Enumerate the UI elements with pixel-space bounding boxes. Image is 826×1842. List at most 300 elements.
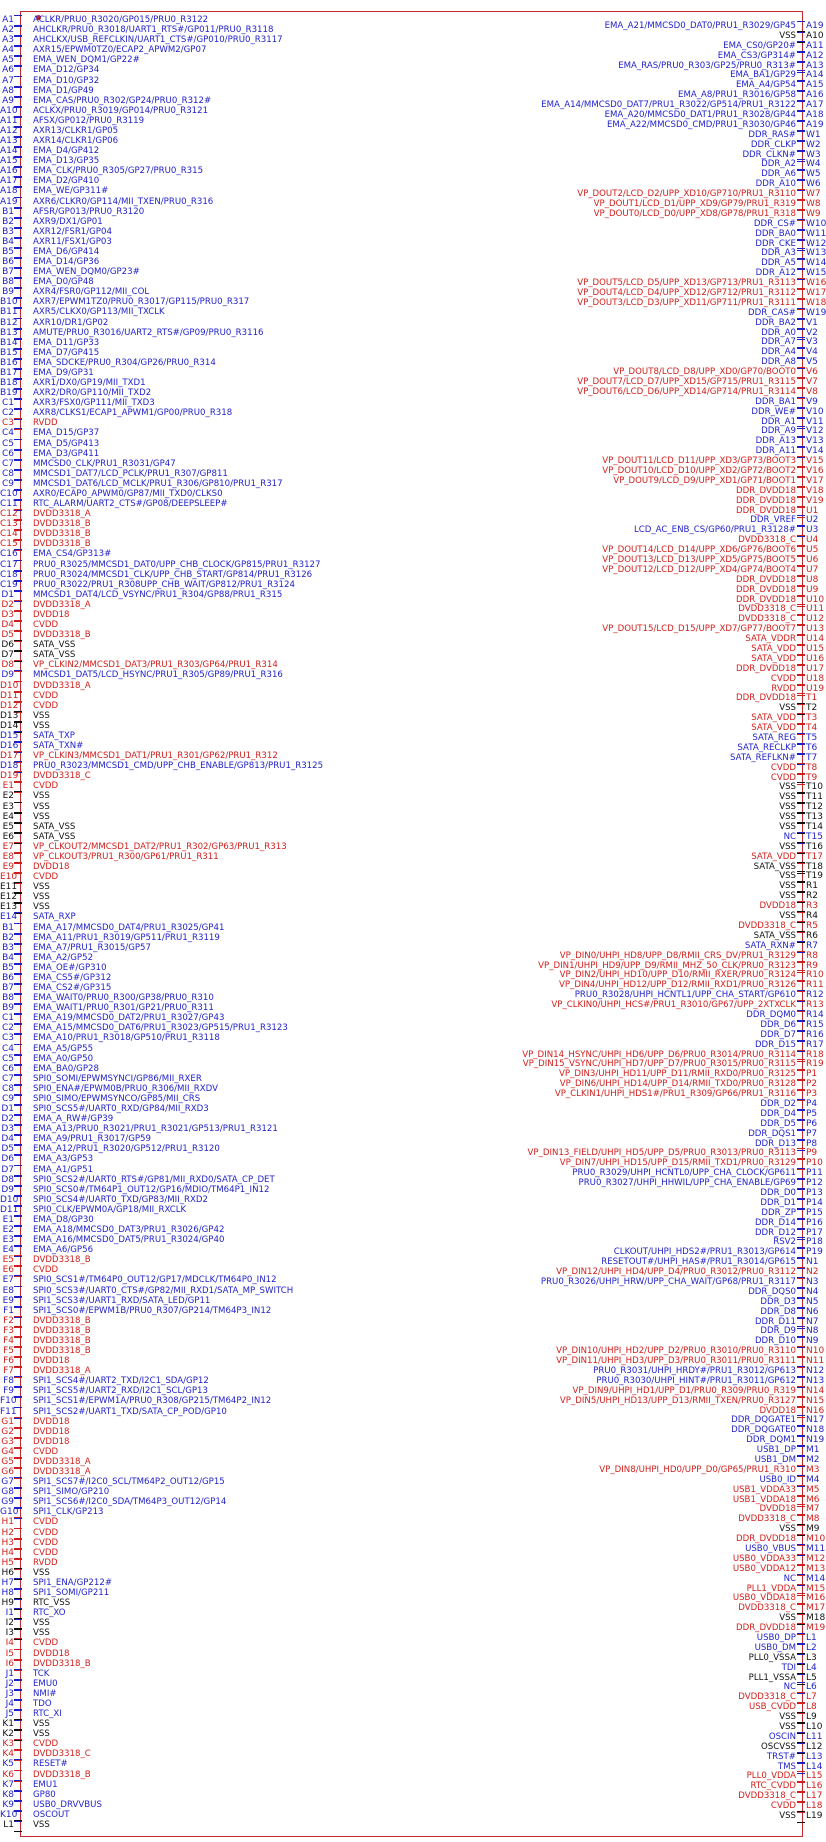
pin-signal-name: SPI1_SCS3#/UART1_RXD/SATA_LED/GP11 (33, 1295, 211, 1306)
pin-number: E2 (2, 1225, 14, 1236)
pin-signal-name: SATA_TXP (33, 730, 75, 741)
pin-signal-name: VSS (33, 811, 50, 822)
pin-signal-name: DVDD3318_A (33, 599, 91, 610)
pin-number: G8 (1, 1487, 14, 1498)
right-pin (0, 802, 823, 813)
pin-number: L14 (806, 1761, 823, 1772)
right-pin (0, 466, 824, 477)
pin-number: E5 (2, 821, 14, 832)
pin-signal-name: EMA_D6/GP414 (33, 246, 100, 257)
pin-number: D12 (0, 700, 19, 711)
pin-signal-name: EMA_D15/GP37 (33, 428, 100, 439)
right-pin (0, 1494, 820, 1508)
pin-signal-name: SPI1_CLK/GP213 (33, 1507, 104, 1518)
pin-number: I5 (5, 1648, 14, 1659)
pin-number: P17 (806, 1227, 823, 1238)
pin-number: C16 (0, 549, 18, 560)
pin-signal-name: EMA_D1/GP49 (33, 85, 94, 96)
right-pin (0, 1692, 820, 1702)
pin-number: K5 (2, 1759, 14, 1770)
pin-signal-name: EMA_A10/PRU1_R3018/GP510/PRU1_R3118 (33, 1033, 220, 1044)
pin-signal-name: CVDD (33, 1537, 59, 1548)
pin-number: C14 (0, 529, 18, 540)
right-pin (0, 1019, 824, 1030)
pin-signal-name: USB0_VDDA33 (732, 1553, 796, 1564)
pin-signal-name: VP_DIN1/UHPI_HD9/UPP_D9/RMII_MHZ_50_CLK/PRU0_R3123 (538, 960, 796, 971)
pin-number: V3 (806, 337, 818, 348)
pin-signal-name: DDR_DQGATE0 (731, 1425, 796, 1436)
pin-number: R19 (806, 1059, 824, 1070)
pin-number: W5 (806, 169, 821, 180)
pin-signal-name: VP_DIN11/UHPI_HD3/UPP_D3/PRU0_R3011/PRU0_R3111 (556, 1356, 796, 1367)
pin-number: F2 (3, 1315, 14, 1326)
pin-number: A18 (806, 110, 824, 120)
pin-number: H1 (1, 1517, 14, 1528)
pin-signal-name: TMS (777, 1761, 796, 1772)
pin-number: C4 (1, 1043, 14, 1054)
pin-signal-name: AXR2/DR0/GP110/MII_TXD2 (33, 388, 152, 399)
pin-number: C7 (1, 458, 14, 469)
pin-signal-name: DVDD3318_C (33, 771, 91, 782)
pin-number: D16 (0, 741, 19, 752)
pin-number: T7 (806, 752, 818, 763)
pin-signal-name: DDR_DVDD18 (735, 574, 796, 585)
pin-number: W11 (806, 228, 826, 239)
pin-signal-name: EMU1 (33, 1779, 58, 1790)
pin-number: E6 (2, 1265, 14, 1276)
pin-signal-name: SATA_VSS (753, 861, 796, 872)
pin-signal-name: EMA_A6/GP56 (33, 1245, 94, 1256)
pin-signal-name: USB0_ID (759, 1474, 796, 1485)
pin-number: W6 (806, 179, 821, 190)
pin-number: D9 (1, 1184, 14, 1195)
pin-number: G7 (1, 1477, 14, 1488)
pin-signal-name: DDR_DQM0 (746, 1009, 796, 1020)
right-pin (0, 1000, 824, 1011)
right-pin (0, 1158, 823, 1169)
pin-signal-name: SPI1_SOMI/GP211 (33, 1588, 110, 1599)
pin-signal-name: VP_DIN3/UHPI_HD11/UPP_D11/RMII_RXD0/PRU0_R3125 (558, 1069, 796, 1080)
pin-signal-name: DVDD18 (33, 1426, 70, 1437)
pin-number: A18 (0, 186, 18, 197)
pin-number: W13 (806, 248, 826, 259)
pin-number: E4 (2, 811, 14, 822)
pin-number: H7 (1, 1577, 14, 1588)
pin-number: K9 (2, 1799, 14, 1810)
pin-signal-name: SATA_REG (752, 733, 796, 744)
pin-signal-name: AHCLKR/PRU0_R3018/UART1_RTS#/GP011/PRU0_R3118 (33, 25, 274, 36)
pin-number: W19 (806, 307, 826, 318)
pin-signal-name: DVDD18 (33, 1436, 70, 1447)
pin-number: L1 (806, 1632, 817, 1643)
pin-signal-name: SATA_VSS (33, 650, 76, 661)
pin-signal-name: SPI1_SCS1#/EPWM1A/PRU0_R308/GP215/TM64P2_IN12 (33, 1396, 272, 1407)
pin-number: L18 (806, 1801, 823, 1812)
pin-stub (14, 1820, 22, 1832)
pin-signal-name: DDR_BA2 (755, 317, 796, 328)
pin-signal-name: VP_DIN12/UHPI_HD4/UPP_D4/PRU0_R3012/PRU0_R3112 (556, 1267, 796, 1278)
pin-number: E8 (2, 851, 14, 862)
pin-number: M18 (806, 1613, 826, 1624)
pin-number: T2 (806, 703, 818, 714)
pin-signal-name: DVDD18 (33, 1416, 70, 1427)
pin-number: B3 (2, 226, 14, 237)
pin-number: P18 (806, 1237, 823, 1248)
pin-number: U2 (806, 515, 819, 526)
pin-signal-name: SATA_VDD (751, 851, 796, 862)
pin-signal-name: GP80 (33, 1789, 56, 1800)
pin-number: U13 (806, 624, 825, 635)
right-pin (0, 1227, 823, 1238)
pin-number: M7 (806, 1504, 820, 1515)
pin-signal-name: SPI1_SCS5#/UART2_RXD/I2C1_SCL/GP13 (33, 1386, 208, 1397)
pin-number: K6 (2, 1769, 14, 1780)
right-pin (0, 1524, 820, 1534)
pin-number: K4 (2, 1749, 14, 1760)
pin-number: P10 (806, 1158, 823, 1169)
pin-number: E10 (0, 872, 18, 883)
right-pin (0, 416, 824, 427)
pin-signal-name: DVDD3318_A (33, 1467, 91, 1478)
right-pin (0, 278, 826, 289)
pin-number: C2 (1, 408, 14, 419)
right-pin (0, 1059, 824, 1070)
pin-number: P13 (806, 1187, 823, 1198)
pin-number: G2 (1, 1426, 14, 1437)
pin-number: R17 (806, 1039, 824, 1050)
pin-signal-name: SATA_RXN# (744, 940, 796, 951)
pin-number: U10 (806, 594, 825, 605)
right-pin (0, 179, 820, 189)
pin-signal-name: LCD_AC_ENB_CS/GP60/PRU1_R3128# (633, 525, 796, 536)
pin-number: N2 (806, 1267, 819, 1278)
right-pin (0, 951, 820, 961)
pin-number: M6 (806, 1494, 820, 1505)
pin-number: C1 (1, 398, 14, 409)
pin-signal-name: AMUTE/PRU0_R3016/UART2_RTS#/GP09/PRU0_R3116 (33, 327, 264, 338)
right-pin (0, 545, 820, 555)
pin-signal-name: RESETOUT#/UHPI_HAS#/PRU1_R3014/GP615 (601, 1257, 796, 1268)
pin-number: M8 (806, 1514, 820, 1525)
pin-number: D15 (0, 730, 19, 741)
pin-signal-name: SATA_VDDR (745, 634, 796, 645)
pin-signal-name: PRU0_R3028/UHPI_HCNTL1/UPP_CHA_START/GP610 (574, 990, 796, 1001)
pin-signal-name: PRU0_R3023/MMCSD1_CMD/UPP_CHB_ENABLE/GP813/PRU1_R3125 (33, 761, 324, 772)
pin-number: A2 (2, 25, 14, 36)
pin-signal-name: VSS (779, 871, 796, 882)
pin-signal-name: DDR_BA0 (755, 228, 796, 239)
pin-number: N1 (806, 1257, 819, 1268)
right-pin (0, 690, 820, 704)
pin-signal-name: DDR_D9 (760, 1326, 796, 1337)
pin-number: D4 (1, 1134, 14, 1145)
pin-number: F10 (0, 1396, 17, 1407)
pin-number: N19 (806, 1435, 825, 1446)
pin-number: L19 (806, 1811, 823, 1821)
right-pin (0, 397, 820, 407)
pin-number: L1 (3, 1820, 14, 1830)
pin-number: W17 (806, 288, 826, 299)
right-pin (0, 1791, 823, 1802)
pin-signal-name: EMA_A2/GP52 (33, 952, 94, 963)
right-pin (0, 1583, 826, 1594)
pin-signal-name: EMA_A16/MMCSD0_DAT5/PRU1_R3024/GP40 (33, 1235, 225, 1246)
right-pin (0, 525, 820, 535)
pin-number: L10 (806, 1721, 823, 1732)
right-pin (0, 841, 823, 852)
pin-signal-name: DDR_D2 (760, 1098, 796, 1109)
pin-signal-name: DDR_A2 (761, 159, 796, 170)
pin-number: W4 (806, 159, 821, 170)
pin-number: A8 (2, 85, 14, 96)
right-pin (0, 169, 820, 179)
right-pin (0, 1326, 820, 1336)
pin-signal-name: OSCOUT (33, 1809, 70, 1820)
right-pin (0, 248, 826, 259)
pin-signal-name: EMA_RAS/PRU0_R303/GP25/PRU0_R313# (618, 60, 796, 71)
right-pin (0, 911, 820, 921)
right-pin (0, 1207, 823, 1218)
pin-signal-name: NMI# (33, 1688, 57, 1699)
right-pin (0, 1484, 820, 1498)
pin-number: P15 (806, 1207, 823, 1218)
pin-signal-name: MMCSD1_DAT6/LCD_MCLK/PRU1_R306/GP810/PRU1_R317 (33, 478, 283, 489)
pin-number: D6 (1, 640, 14, 651)
right-pin (0, 337, 820, 347)
right-pin (0, 1247, 823, 1258)
pin-number: B5 (2, 246, 14, 257)
pin-signal-name: DVDD3318_B (33, 1255, 91, 1266)
right-pin (0, 1712, 820, 1722)
right-pin (0, 1119, 820, 1129)
right-pin (0, 446, 824, 457)
pin-number: W14 (806, 258, 826, 269)
pin-number: N18 (806, 1425, 825, 1436)
pin-signal-name: NC (783, 1573, 796, 1584)
pin-signal-name: VSS (33, 1820, 50, 1830)
pin-number: C1 (1, 1013, 14, 1024)
right-pin (0, 1761, 823, 1772)
pin-number: A12 (0, 125, 18, 136)
right-pin (0, 1415, 825, 1426)
pin-signal-name: DVDD3318_B (33, 1769, 91, 1780)
pin-signal-name: ACLKX/PRU0_R3019/GP014/PRU0_R3121 (33, 105, 209, 116)
right-pin (0, 575, 820, 585)
pin-signal-name: EMA_A_RW#/GP39 (33, 1114, 114, 1125)
right-pin (0, 822, 823, 833)
pin-number: A19 (0, 196, 18, 207)
pin-signal-name: VSS (33, 1719, 50, 1730)
pin-signal-name: DDR_CAS# (747, 307, 796, 318)
pin-number: W18 (806, 297, 826, 308)
right-pin (0, 921, 820, 931)
pin-number: H5 (1, 1557, 14, 1568)
pin-signal-name: PRU0_R3030/UHPI_HINT#/PRU1_R3011/GP612 (596, 1375, 796, 1386)
pin-number: L3 (806, 1652, 817, 1663)
pin-number: C5 (1, 1053, 14, 1064)
pin-signal-name: DVDD3318_C (33, 1749, 91, 1760)
pin-signal-name: EMA_A22/MMCSD0_CMD/PRU1_R3030/GP46 (606, 119, 796, 130)
pin-signal-name: PLL0_VSSA (748, 1652, 796, 1663)
right-pin (0, 961, 820, 971)
pin-number: F11 (0, 1406, 17, 1417)
pin-number: G9 (1, 1497, 14, 1508)
right-pin (0, 1336, 820, 1346)
pin-number: R5 (806, 920, 818, 931)
pin-number: E7 (2, 841, 14, 852)
pin-number: R1 (806, 881, 818, 892)
right-pin (0, 475, 824, 486)
pin-number: A13 (0, 136, 18, 146)
right-pin (0, 1395, 825, 1406)
pin-number: L5 (806, 1672, 817, 1683)
right-pin (0, 1771, 823, 1782)
right-pin (0, 1673, 820, 1683)
pin-signal-name: VSS (779, 802, 796, 813)
pin-signal-name: VSS (779, 1811, 796, 1821)
pin-number: K2 (2, 1729, 14, 1740)
pin-signal-name: PRU0_R3029/UHPI_HCNTL0/UPP_CHA_CLOCK/GP611 (572, 1168, 796, 1179)
pin-number: B16 (0, 357, 18, 368)
pin-signal-name: SPI0_SOMI/EPWMSYNCI/GP86/MII_RXER (33, 1073, 202, 1084)
pin-signal-name: VSS (33, 1628, 50, 1639)
pin-signal-name: MMCSD1_DAT7/LCD_PCLK/PRU1_R307/GP811 (33, 468, 228, 479)
pin-number: M19 (806, 1623, 826, 1634)
pin-signal-name: DVDD3318_A (33, 509, 91, 520)
pin-number: A14 (0, 146, 18, 157)
pin-signal-name: VSS (33, 801, 50, 812)
pin-number: U7 (806, 564, 819, 575)
pin-number: K10 (0, 1809, 18, 1820)
right-pin (0, 1573, 826, 1584)
pin-signal-name: DDR_CLKP (750, 139, 796, 150)
pin-signal-name: TCK (33, 1668, 50, 1679)
right-pin (0, 297, 826, 308)
pin-number: T17 (806, 851, 823, 862)
right-pin (0, 535, 820, 545)
pin-number: D7 (1, 650, 14, 661)
pin-signal-name: DDR_DQS1 (748, 1128, 796, 1139)
pin-number: A12 (806, 50, 824, 61)
pin-number: A9 (2, 95, 14, 106)
pin-number: R3 (806, 901, 818, 912)
pin-signal-name: DVDD3318_C (738, 1514, 796, 1525)
pin-number: L13 (806, 1751, 823, 1762)
pin-number: P19 (806, 1247, 823, 1258)
right-pin (0, 150, 820, 160)
pin-number: V16 (806, 466, 824, 477)
pin-number: T15 (806, 831, 823, 842)
pin-signal-name: EMA_WEN_DQM1/GP22# (33, 55, 140, 66)
pin-number: A16 (0, 166, 18, 177)
pin-signal-name: CVDD (33, 690, 59, 701)
pin-number: C12 (0, 509, 18, 520)
pin-number: P14 (806, 1197, 823, 1208)
pin-signal-name: VP_DOUT5/LCD_D5/UPP_XD13/GP713/PRU1_R3113 (577, 278, 796, 289)
pin-number: J3 (5, 1688, 14, 1699)
pin-number: T5 (806, 733, 818, 744)
pin-signal-name: DVDD3318_C (738, 614, 796, 625)
pin-number: R10 (806, 970, 824, 981)
pin-number: V19 (806, 495, 824, 506)
right-pin (0, 1267, 820, 1277)
pin-signal-name: VSS (779, 891, 796, 902)
pin-number: A11 (806, 40, 824, 51)
pin-signal-name: PRU0_R3031/UHPI_HRDY#/PRU1_R3012/GP613 (593, 1365, 796, 1376)
pin-number: A17 (806, 100, 824, 111)
pin-signal-name: DDR_DQS0 (748, 1286, 796, 1297)
pin-signal-name: DDR_A7 (761, 337, 796, 348)
pin-signal-name: DDR_D15 (754, 1039, 796, 1050)
pin-number: C19 (0, 579, 18, 590)
pin-signal-name: VSS (33, 902, 50, 913)
pin-number: B9 (2, 1003, 14, 1014)
pin-signal-name: VSS (779, 1721, 796, 1732)
right-pin (0, 1731, 823, 1742)
right-pin (0, 1534, 826, 1545)
pin-signal-name: VSS (779, 703, 796, 714)
right-pin (0, 206, 821, 219)
pin-signal-name: USB0_VDDA18 (732, 1593, 796, 1604)
right-pin (0, 1346, 825, 1357)
pin-number: D11 (0, 690, 19, 701)
pin-number: H9 (1, 1598, 14, 1609)
pin-signal-name: AXR9/DX1/GP01 (33, 216, 103, 227)
pin-number: N13 (806, 1375, 825, 1386)
pin-number: A10 (0, 105, 18, 116)
right-pin (0, 653, 825, 664)
pin-number: N7 (806, 1316, 819, 1327)
right-pin (0, 1079, 820, 1089)
pin-signal-name: VSS (779, 1524, 796, 1535)
right-pin (0, 782, 823, 793)
pin-number: R9 (806, 960, 818, 971)
pin-signal-name: PRU0_R3022/PRU1_R308UPP_CHB_WAIT/GP812/PRU1_R3124 (33, 579, 295, 590)
pin-signal-name: VSS (33, 720, 50, 731)
pin-signal-name: EMA_D12/GP34 (33, 65, 100, 76)
pin-signal-name: VP_CLKIN3/MMCSD1_DAT1/PRU1_R301/GP62/PRU1_R312 (33, 751, 278, 762)
pin-number: E8 (2, 1285, 14, 1296)
pin-number: V6 (806, 367, 818, 378)
right-pin (0, 406, 824, 417)
pin-signal-name: DDR_D6 (760, 1019, 796, 1030)
right-pin (0, 614, 825, 625)
right-pin (0, 130, 820, 140)
pin-number: T10 (806, 782, 823, 793)
pin-number: F8 (3, 1376, 14, 1387)
pin-signal-name: VSS (33, 1618, 50, 1629)
pin-number: C2 (1, 1023, 14, 1034)
pin-number: E1 (2, 781, 14, 792)
pin-number: N4 (806, 1286, 819, 1297)
pin-signal-name: VSS (33, 1729, 50, 1740)
pin-number: L4 (806, 1662, 817, 1673)
right-pin (0, 624, 825, 635)
pin-signal-name: EMA_WEN_DQM0/GP23# (33, 267, 140, 278)
pin-number: B15 (0, 347, 18, 358)
pin-signal-name: VSS (33, 1567, 50, 1578)
pin-signal-name: SPI1_SCS6#/I2C0_SDA/TM64P3_OUT12/GP14 (33, 1497, 227, 1508)
right-pin (0, 970, 824, 981)
pin-signal-name: NC (783, 1682, 796, 1693)
pin-number: N5 (806, 1296, 819, 1307)
pin-signal-name: SPI1_SIMO/GP210 (33, 1487, 110, 1498)
right-pin (0, 1801, 823, 1812)
pin-signal-name: VP_DOUT10/LCD_D10/UPP_XD2/GP72/BOOT2 (602, 466, 796, 477)
right-pin (0, 980, 824, 991)
pin-number: C10 (0, 488, 18, 499)
right-pin (0, 436, 824, 447)
